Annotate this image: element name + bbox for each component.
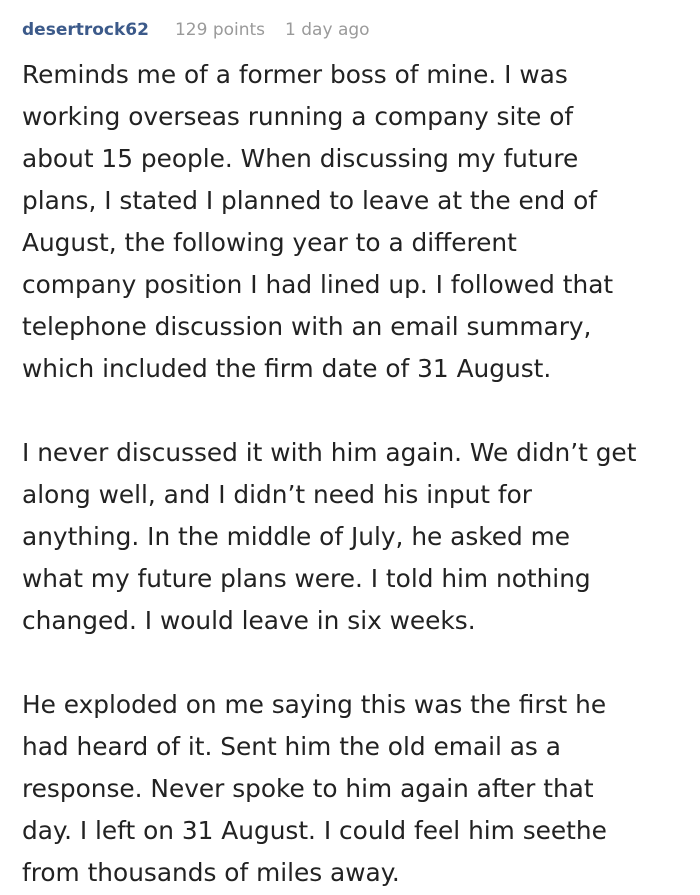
comment-meta (22, 14, 690, 46)
comment-points: 129 points (174, 20, 266, 40)
comment-paragraph-3: He exploded on me saying this was the first he had heard of it. Sent him the old email as a response. Never spoke to him again after that day. I left on 31 August. I could feel him seethe from thousands of miles away. (22, 690, 607, 887)
comment-paragraph-1: Reminds me of a former boss of mine. I was working overseas running a company site of about 15 people. When discussing my future plans, I stated I planned to leave at the end of August, the following year to a different company position I had lined up. I followed that telephone discussion with an email summary, which included the firm date of 31 August. (22, 60, 614, 383)
comment-paragraph-2: I never discussed it with him again. We didn’t get along well, and I didn’t need his input for anything. In the middle of July, he asked me what my future plans were. I told him nothing changed. I would leave in six weeks. (22, 438, 637, 635)
comment-body (22, 54, 690, 894)
comment-author-link[interactable]: desertrock62 (22, 20, 149, 40)
comment (22, 14, 690, 894)
comment-timestamp[interactable]: 1 day ago (285, 20, 370, 40)
